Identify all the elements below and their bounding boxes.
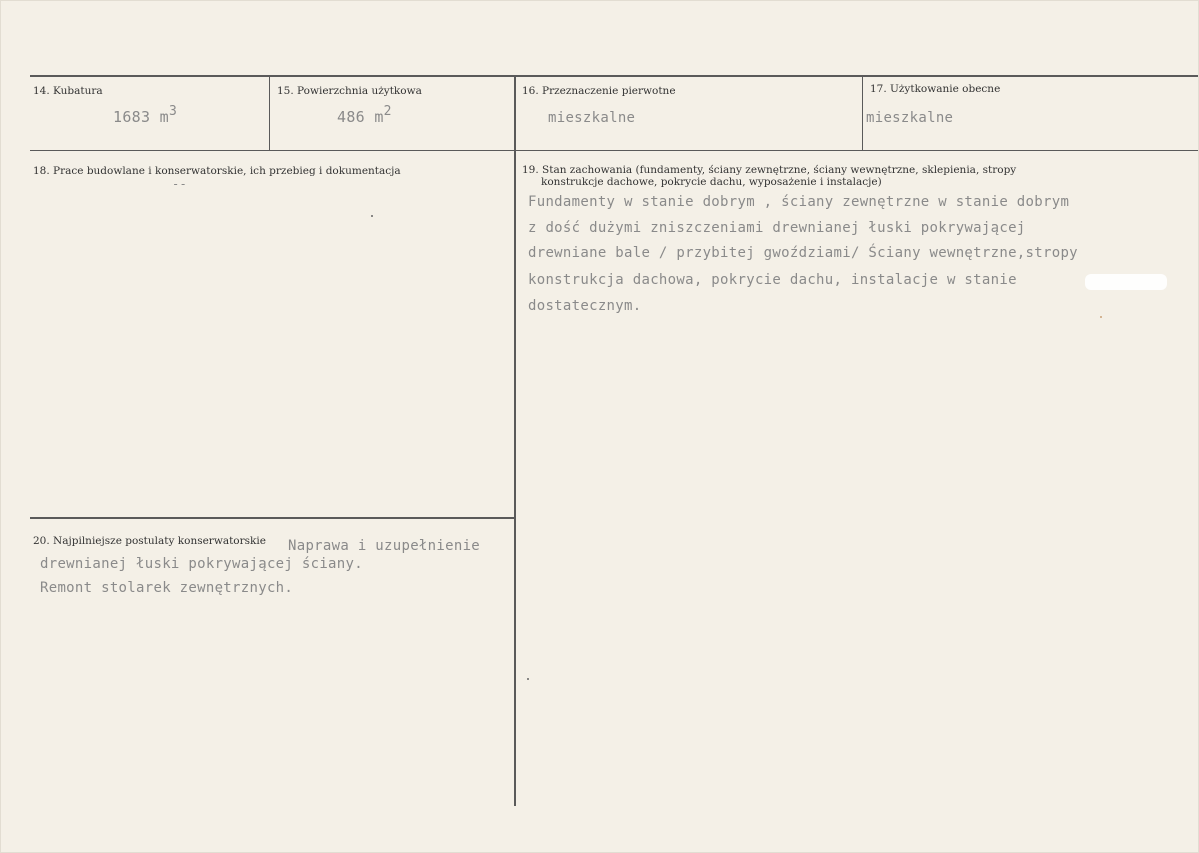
correction-smudge	[1085, 274, 1167, 290]
postulaty-line-3: Remont stolarek zewnętrznych.	[40, 580, 294, 596]
stan-zachowania-line-1: Fundamenty w stanie dobrym , ściany zewnętrzne w stanie dobrym	[528, 194, 1070, 210]
powierzchnia-exponent: 2	[383, 104, 392, 119]
postulaty-label: 20. Najpilniejsze postulaty konserwatorskie	[33, 535, 266, 547]
kubatura-exponent: 3	[169, 104, 178, 119]
przeznaczenie-value: mieszkalne	[548, 110, 636, 126]
powierzchnia-label: 15. Powierzchnia użytkowa	[277, 85, 422, 97]
kubatura-value	[113, 104, 178, 126]
powierzchnia-number: 486 m	[337, 108, 384, 126]
kubatura-number: 1683 m	[113, 108, 169, 126]
stan-zachowania-line-5: dostatecznym.	[528, 298, 642, 314]
stan-zachowania-line-3: drewniane bale / przybitej gwoździami/ Ściany wewnętrzne,stropy	[528, 245, 1078, 261]
header-bottom-rule	[30, 150, 1198, 151]
ink-dot-3	[527, 678, 529, 680]
uzytkowanie-label: 17. Użytkowanie obecne	[870, 83, 1001, 95]
ink-dot-2	[1100, 316, 1102, 318]
stan-zachowania-line-4: konstrukcja dachowa, pokrycie dachu, instalacje w stanie	[528, 272, 1017, 288]
postulaty-line-1: Naprawa i uzupełnienie	[288, 538, 481, 554]
f18-bottom-rule	[30, 517, 515, 519]
ink-dot	[371, 215, 373, 217]
uzytkowanie-value: mieszkalne	[866, 110, 954, 126]
divider-16-17	[862, 76, 863, 151]
kubatura-label: 14. Kubatura	[33, 85, 103, 97]
stan-zachowania-line-2: z dość dużymi zniszczeniami drewnianej łuski pokrywającej	[528, 220, 1026, 236]
divider-15-16	[514, 76, 516, 806]
prace-budowlane-label: 18. Prace budowlane i konserwatorskie, ich przebieg i dokumentacja	[33, 165, 401, 177]
top-rule	[30, 75, 1198, 77]
przeznaczenie-label: 16. Przeznaczenie pierwotne	[522, 85, 676, 97]
stan-zachowania-label-1: 19. Stan zachowania (fundamenty, ściany zewnętrzne, ściany wewnętrzne, sklepienia, stropy	[522, 164, 1017, 176]
postulaty-line-2: drewnianej łuski pokrywającej ściany.	[40, 556, 363, 572]
divider-14-15	[269, 76, 270, 151]
prace-budowlane-value: --	[172, 177, 188, 191]
stan-zachowania-label-2: konstrukcje dachowe, pokrycie dachu, wyposażenie i instalacje)	[541, 176, 882, 188]
powierzchnia-value	[337, 104, 392, 126]
